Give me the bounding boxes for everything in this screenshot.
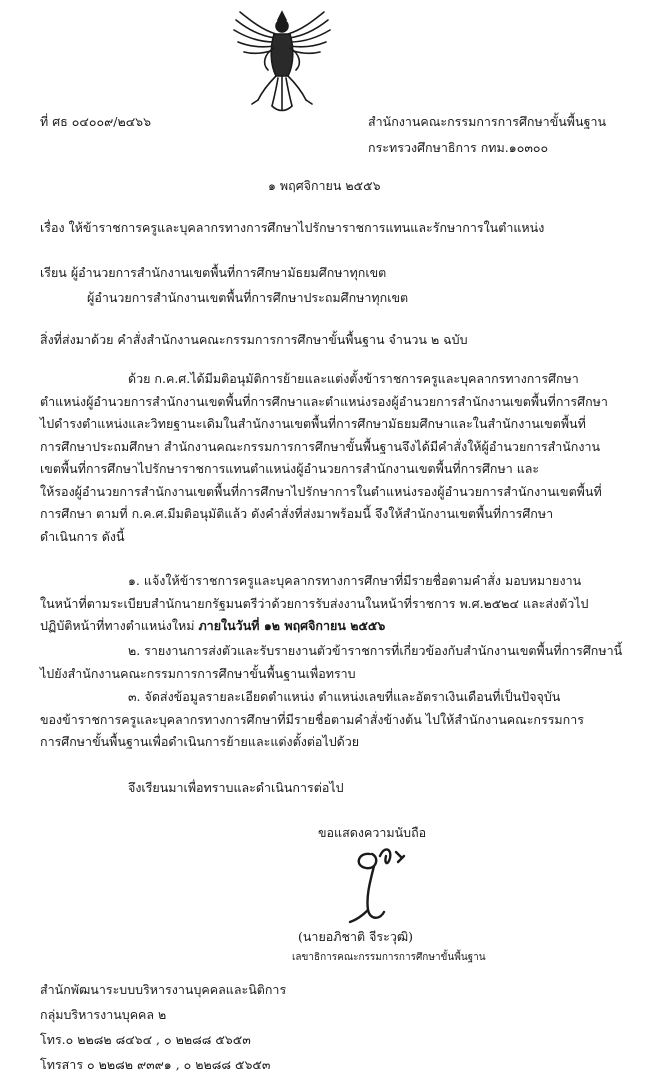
document-date: ๑ พฤศจิกายน ๒๕๕๖ [268,178,381,193]
closing-line: จึงเรียนมาเพื่อทราบและดำเนินการต่อไป [128,780,344,795]
paragraph-line: ในหน้าที่ตามระเบียบสำนักนายกรัฐมนตรีว่าด้วยการรับส่งงานในหน้าที่ราชการ พ.ศ.๒๕๒๔ และส่งตัวไป [40,595,589,611]
recipient-line-2: ผู้อำนวยการสำนักงานเขตพื้นที่การศึกษาประถมศึกษาทุกเขต [87,290,409,305]
paragraph-line [40,615,655,638]
footer-telephone: โทร.๐ ๒๒๘๒ ๘๔๖๔ , ๐ ๒๒๘๘ ๕๖๕๓ [40,1032,251,1047]
paragraph-line: ของข้าราชการครูและบุคลากรทางการศึกษาที่มีรายชื่อตามคำสั่งข้างต้น ไปให้สำนักงานคณะกรรมการ [40,711,584,727]
paragraph-line: ด้วย ก.ค.ศ.ได้มีมติอนุมัติการย้ายและแต่งตั้งข้าราชการครูและบุคลากรทางการศึกษา [128,371,579,386]
signatory-name: (นายอภิชาติ จีระวุฒิ) [298,929,414,944]
instruction-item-2 [40,640,655,685]
item1-text: ปฏิบัติหน้าที่ทางตำแหน่งใหม่ [40,618,199,633]
instruction-item-3 [40,686,655,754]
paragraph-line: ไปดำรงตำแหน่งและวิทยฐานะเดิมในสำนักงานเขตพื้นที่การศึกษามัธยมศึกษาและในสำนักงานเขตพื้นที่ [40,416,586,431]
instruction-item-1 [40,570,655,638]
issuing-office: สำนักงานคณะกรรมการการศึกษาขั้นพื้นฐาน [368,114,607,129]
paragraph-line: การศึกษาประถมศึกษา สำนักงานคณะกรรมการการศึกษาขั้นพื้นฐานจึงได้มีคำสั่งให้ผู้อำนวยการสำนักงาน [40,438,601,454]
footer-office: สำนักพัฒนาระบบบริหารงานบุคคลและนิติการ [40,982,287,997]
reference-number: ที่ ศธ ๐๔๐๐๙/๒๔๖๖ [40,114,152,129]
paragraph-line: การศึกษาขั้นพื้นฐานเพื่อดำเนินการย้ายและแต่งตั้งต่อไปด้วย [40,734,360,749]
enclosure-line: สิ่งที่ส่งมาด้วย คำสั่งสำนักงานคณะกรรมการการศึกษาขั้นพื้นฐาน จำนวน ๒ ฉบับ [40,332,468,347]
paragraph-line: ๑. แจ้งให้ข้าราชการครูและบุคลากรทางการศึกษาที่มีรายชื่อตามคำสั่ง มอบหมายงาน [128,573,582,588]
footer-group: กลุ่มบริหารงานบุคคล ๒ [40,1007,167,1022]
handwritten-signature-icon [340,836,430,926]
garuda-emblem-icon [232,8,332,112]
paragraph-line: การศึกษา ตามที่ ก.ค.ศ.มีมติอนุมัติแล้ว ดังคำสั่งที่ส่งมาพร้อมนี้ จึงให้สำนักงานเขตพื้นที่การศึกษา [40,506,554,521]
ministry-address: กระทรวงศึกษาธิการ กทม.๑๐๓๐๐ [368,140,549,155]
subject-line: เรื่อง ให้ข้าราชการครูและบุคลากรทางการศึกษาไปรักษาราชการแทนและรักษาการในตำแหน่ง [40,220,545,235]
signatory-position: เลขาธิการคณะกรรมการการศึกษาขั้นพื้นฐาน [292,952,486,963]
paragraph-line: ๒. รายงานการส่งตัวและรับรายงานตัวข้าราชการที่เกี่ยวข้องกับสำนักงานเขตพื้นที่การศึกษานี้ [128,643,623,658]
recipient-line-1: เรียน ผู้อำนวยการสำนักงานเขตพื้นที่การศึกษามัธยมศึกษาทุกเขต [40,265,387,280]
paragraph-line: ๓. จัดส่งข้อมูลรายละเอียดตำแหน่ง ตำแหน่งเลขที่และอัตราเงินเดือนที่เป็นปัจจุบัน [128,689,561,704]
paragraph-line: ดำเนินการ ดังนี้ [40,528,125,544]
paragraph-line: ตำแหน่งผู้อำนวยการสำนักงานเขตพื้นที่การศึกษาและตำแหน่งรองผู้อำนวยการสำนักงานเขตพื้นที่การศึกษา [40,393,608,409]
deadline-text: ภายในวันที่ ๑๒ พฤศจิกายน ๒๕๕๖ [198,618,386,633]
paragraph-line: เขตพื้นที่การศึกษาไปรักษาราชการแทนตำแหน่งผู้อำนวยการสำนักงานเขตพื้นที่การศึกษา และ [40,461,540,476]
footer-fax: โทรสาร ๐ ๒๒๘๒ ๙๓๙๑ , ๐ ๒๒๘๘ ๕๖๕๓ [40,1057,271,1072]
body-paragraph-1 [40,368,655,548]
paragraph-line: ให้รองผู้อำนวยการสำนักงานเขตพื้นที่การศึกษาไปรักษาการในตำแหน่งรองผู้อำนวยการสำนักงานเขตพื้นที่ [40,483,602,499]
regards-line: ขอแสดงความนับถือ [318,825,427,840]
paragraph-line: ไปยังสำนักงานคณะกรรมการการศึกษาขั้นพื้นฐานเพื่อทราบ [40,665,356,681]
